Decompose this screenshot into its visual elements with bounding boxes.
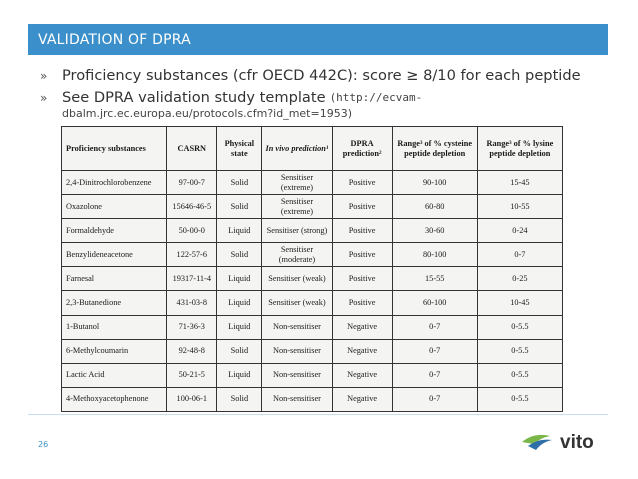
cell-substance: Oxazolone: [62, 195, 167, 219]
cell-cys: 80-100: [392, 243, 477, 267]
cell-state: Liquid: [217, 363, 262, 387]
table-row: [62, 387, 563, 411]
cell-casrn: 50-21-5: [167, 363, 217, 387]
proficiency-table: [61, 126, 563, 412]
cell-cys: 60-80: [392, 195, 477, 219]
cell-dpra: Positive: [332, 267, 392, 291]
cell-substance: Formaldehyde: [62, 219, 167, 243]
cell-lys: 0-5.5: [477, 387, 562, 411]
cell-dpra: Negative: [332, 363, 392, 387]
header-invivo: In vivo prediction¹: [262, 127, 332, 171]
cell-casrn: 100-06-1: [167, 387, 217, 411]
cell-dpra: Negative: [332, 387, 392, 411]
cell-substance: Benzylideneacetone: [62, 243, 167, 267]
cell-substance: 2,3-Butanedione: [62, 291, 167, 315]
cell-lys: 15-45: [477, 171, 562, 195]
cell-state: Solid: [217, 195, 262, 219]
cell-invivo: Sensitiser (extreme): [262, 171, 332, 195]
bullet-proficiency: [40, 66, 581, 86]
cell-cys: 0-7: [392, 363, 477, 387]
table-row: [62, 267, 563, 291]
cell-invivo: Non-sensitiser: [262, 339, 332, 363]
cell-substance: 6-Methylcoumarin: [62, 339, 167, 363]
cell-cys: 60-100: [392, 291, 477, 315]
cell-invivo: Non-sensitiser: [262, 363, 332, 387]
cell-state: Solid: [217, 171, 262, 195]
cell-lys: 10-45: [477, 291, 562, 315]
template-link-continued[interactable]: dbalm.jrc.ec.europa.eu/protocols.cfm?id_met=1953): [62, 107, 352, 120]
cell-invivo: Non-sensitiser: [262, 387, 332, 411]
header-cysteine: Range³ of % cysteine peptide depletion: [392, 127, 477, 171]
cell-dpra: Positive: [332, 219, 392, 243]
cell-casrn: 431-03-8: [167, 291, 217, 315]
header-casrn: CASRN: [167, 127, 217, 171]
cell-invivo: Sensitiser (weak): [262, 291, 332, 315]
cell-state: Liquid: [217, 315, 262, 339]
cell-state: Solid: [217, 339, 262, 363]
cell-invivo: Sensitiser (strong): [262, 219, 332, 243]
cell-invivo: Non-sensitiser: [262, 315, 332, 339]
proficiency-table-image: [61, 126, 563, 412]
table-row: [62, 219, 563, 243]
cell-cys: 0-7: [392, 339, 477, 363]
bullet-marker: »: [40, 91, 48, 105]
cell-state: Liquid: [217, 291, 262, 315]
cell-lys: 0-24: [477, 219, 562, 243]
table-row: [62, 171, 563, 195]
table-row: [62, 315, 563, 339]
cell-dpra: Positive: [332, 171, 392, 195]
table-row: [62, 291, 563, 315]
cell-substance: Farnesal: [62, 267, 167, 291]
cell-substance: 2,4-Dinitrochlorobenzene: [62, 171, 167, 195]
header-substance: Proficiency substances: [62, 127, 167, 171]
cell-casrn: 97-00-7: [167, 171, 217, 195]
cell-cys: 90-100: [392, 171, 477, 195]
cell-lys: 0-7: [477, 243, 562, 267]
bullet-marker: »: [40, 69, 48, 83]
table-row: [62, 363, 563, 387]
cell-casrn: 19317-11-4: [167, 267, 217, 291]
cell-casrn: 50-00-0: [167, 219, 217, 243]
cell-casrn: 15646-46-5: [167, 195, 217, 219]
cell-dpra: Positive: [332, 195, 392, 219]
bullet-text: Proficiency substances (cfr OECD 442C): score ≥ 8/10 for each peptide: [62, 67, 581, 84]
page-number: 26: [38, 440, 49, 449]
cell-dpra: Positive: [332, 243, 392, 267]
cell-invivo: Sensitiser (extreme): [262, 195, 332, 219]
cell-invivo: Sensitiser (moderate): [262, 243, 332, 267]
cell-cys: 0-7: [392, 387, 477, 411]
template-link[interactable]: (http://ecvam-: [329, 91, 423, 104]
cell-casrn: 71-36-3: [167, 315, 217, 339]
vito-logo: [520, 428, 610, 454]
header-dpra: DPRA prediction²: [332, 127, 392, 171]
cell-casrn: 122-57-6: [167, 243, 217, 267]
slide-title-bar: [28, 24, 608, 55]
bullet-template: [40, 88, 422, 108]
cell-cys: 30-60: [392, 219, 477, 243]
cell-dpra: Negative: [332, 339, 392, 363]
cell-state: Solid: [217, 243, 262, 267]
table-row: [62, 339, 563, 363]
cell-substance: 1-Butanol: [62, 315, 167, 339]
cell-substance: 4-Methoxyacetophenone: [62, 387, 167, 411]
bullet-text: See DPRA validation study template: [62, 89, 326, 106]
cell-dpra: Positive: [332, 291, 392, 315]
vito-bird-icon: [520, 428, 610, 454]
cell-cys: 15-55: [392, 267, 477, 291]
header-lysine: Range³ of % lysine peptide depletion: [477, 127, 562, 171]
slide-title: VALIDATION OF DPRA: [38, 31, 191, 48]
header-state: Physical state: [217, 127, 262, 171]
cell-casrn: 92-48-8: [167, 339, 217, 363]
table-row: [62, 243, 563, 267]
cell-cys: 0-7: [392, 315, 477, 339]
cell-invivo: Sensitiser (weak): [262, 267, 332, 291]
vito-logo-text: vito: [560, 432, 594, 453]
cell-dpra: Negative: [332, 315, 392, 339]
table-row: [62, 195, 563, 219]
cell-state: Solid: [217, 387, 262, 411]
cell-lys: 10-55: [477, 195, 562, 219]
cell-lys: 0-5.5: [477, 339, 562, 363]
cell-substance: Lactic Acid: [62, 363, 167, 387]
cell-state: Liquid: [217, 267, 262, 291]
footer-divider: [28, 414, 608, 415]
cell-lys: 0-5.5: [477, 315, 562, 339]
cell-lys: 0-5.5: [477, 363, 562, 387]
cell-state: Liquid: [217, 219, 262, 243]
cell-lys: 0-25: [477, 267, 562, 291]
